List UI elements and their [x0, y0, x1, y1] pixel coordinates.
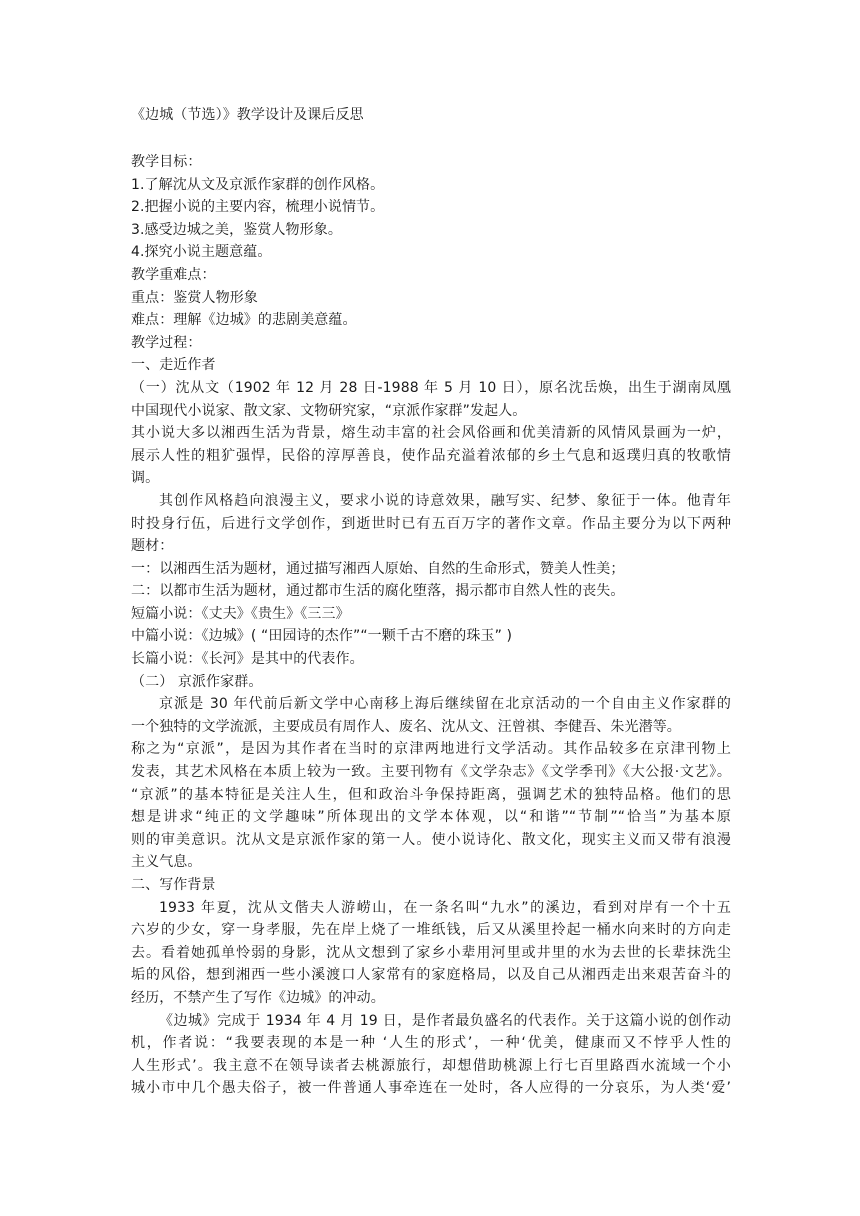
- text-line: 时投身行伍，后进行文学创作，到逝世时已有五百万字的著作文章。作品主要分为以下两种: [131, 515, 731, 532]
- text-line: 垢的风俗，想到湘西一些小溪渡口人家常有的家庭格局，以及自己从湘西走出来艰苦奋斗的: [131, 967, 731, 984]
- text-line: 二：以都市生活为题材，通过都市生活的腐化堕落，揭示都市自然人性的丧失。: [131, 583, 625, 600]
- text-line: 中国现代小说家、散文家、文物研究家，“京派作家群”发起人。: [131, 402, 527, 419]
- text-line: 短篇小说：《丈夫》《贵生》《三三》: [131, 605, 350, 622]
- text-line: 2.把握小说的主要内容，梳理小说情节。: [131, 199, 385, 216]
- text-line: 调。: [131, 470, 160, 487]
- text-line: 教学重难点：: [131, 266, 216, 283]
- text-line: 一：以湘西生活为题材，通过描写湘西人原始、自然的生命形式，赞美人性美；: [131, 560, 625, 577]
- document-title: 《边城（节选）》教学设计及课后反思: [131, 107, 364, 123]
- text-line: 经历，不禁产生了写作《边城》的冲动。: [131, 989, 385, 1006]
- text-line: 六岁的少女，穿一身孝服，先在岸上烧了一堆纸钱，后又从溪里拎起一桶水向来时的方向走: [131, 922, 731, 939]
- text-line: （一）沈从文（1902 年 12 月 28 日-1988 年 5 月 10 日），原名沈岳焕，出生于湖南凤凰: [131, 379, 731, 396]
- text-line: 1.了解沈从文及京派作家群的创作风格。: [131, 176, 385, 193]
- text-line: 题材：: [131, 538, 174, 555]
- text-line: 二、写作背景: [131, 877, 216, 893]
- text-line: 城小市中几个愚夫俗子，被一件普通人事牵连在一处时，各人应得的一分哀乐，为人类‘爱’: [131, 1080, 731, 1097]
- text-line: 一、走近作者: [131, 357, 216, 374]
- text-line: 难点：理解《边城》的悲剧美意蕴。: [131, 312, 357, 329]
- text-line: （二） 京派作家群。: [131, 673, 263, 690]
- text-line: 称之为“京派”，是因为其作者在当时的京津两地进行文学活动。其作品较多在京津刊物上: [131, 741, 731, 758]
- text-line: 重点：鉴赏人物形象: [131, 289, 258, 306]
- text-line: 一个独特的文学流派，主要成员有周作人、废名、沈从文、汪曾祺、李健吾、朱光潜等。: [131, 718, 681, 735]
- text-line: 教学目标：: [131, 154, 202, 170]
- text-line: 发表，其艺术风格在本质上较为一致。主要刊物有《文学杂志》《文学季刊》《大公报·文艺》。: [131, 764, 731, 781]
- text-line: 机，作者说：“我要表现的本是一种 ‘人生的形式’，一种‘优美，健康而又不悖乎人性的: [131, 1035, 731, 1052]
- text-line: 去。看着她孤单怜弱的身影，沈从文想到了家乡小辈用河里或井里的水为去世的长辈抹洗尘: [131, 944, 731, 961]
- text-line: “京派”的基本特征是关注人生，但和政治斗争保持距离，强调艺术的独特品格。他们的思: [131, 786, 731, 803]
- document-body: [131, 104, 731, 1100]
- text-line: 3.感受边城之美，鉴赏人物形象。: [131, 221, 342, 238]
- text-line: 主义气息。: [131, 854, 202, 871]
- text-line: 京派是 30 年代前后新文学中心南移上海后继续留在北京活动的一个自由主义作家群的: [159, 696, 731, 713]
- text-line: 《边城》完成于 1934 年 4 月 19 日，是作者最负盛名的代表作。关于这篇小说的创作动: [159, 1012, 731, 1029]
- text-line: 其创作风格趋向浪漫主义，要求小说的诗意效果，融写实、纪梦、象征于一体。他青年: [159, 492, 731, 509]
- text-line: 想是讲求“纯正的文学趣味”所体现出的文学本体观，以“和谐”“节制”“恰当”为基本原: [131, 809, 731, 826]
- text-line: 教学过程：: [131, 334, 202, 351]
- text-line: 则的审美意识。沈从文是京派作家的第一人。使小说诗化、散文化，现实主义而又带有浪漫: [131, 831, 731, 848]
- text-line: 4.探究小说主题意蕴。: [131, 244, 272, 261]
- text-line: 中篇小说：《边城》( “田园诗的杰作”“一颗千古不磨的珠玉” ): [131, 628, 513, 645]
- text-line: 人生形式’。我主意不在领导读者去桃源旅行，却想借助桃源上行七百里路酉水流域一个小: [131, 1057, 731, 1074]
- text-line: 展示人性的粗犷强悍，民俗的淳厚善良，使作品充溢着浓郁的乡土气息和返璞归真的牧歌情: [131, 447, 731, 464]
- text-line: 长篇小说：《长河》是其中的代表作。: [131, 651, 364, 668]
- text-line: 其小说大多以湘西生活为背景，熔生动丰富的社会风俗画和优美清新的风情风景画为一炉，: [131, 425, 731, 442]
- text-line: 1933 年夏，沈从文偕夫人游崂山，在一条名叫“九水”的溪边，看到对岸有一个十五: [159, 899, 731, 916]
